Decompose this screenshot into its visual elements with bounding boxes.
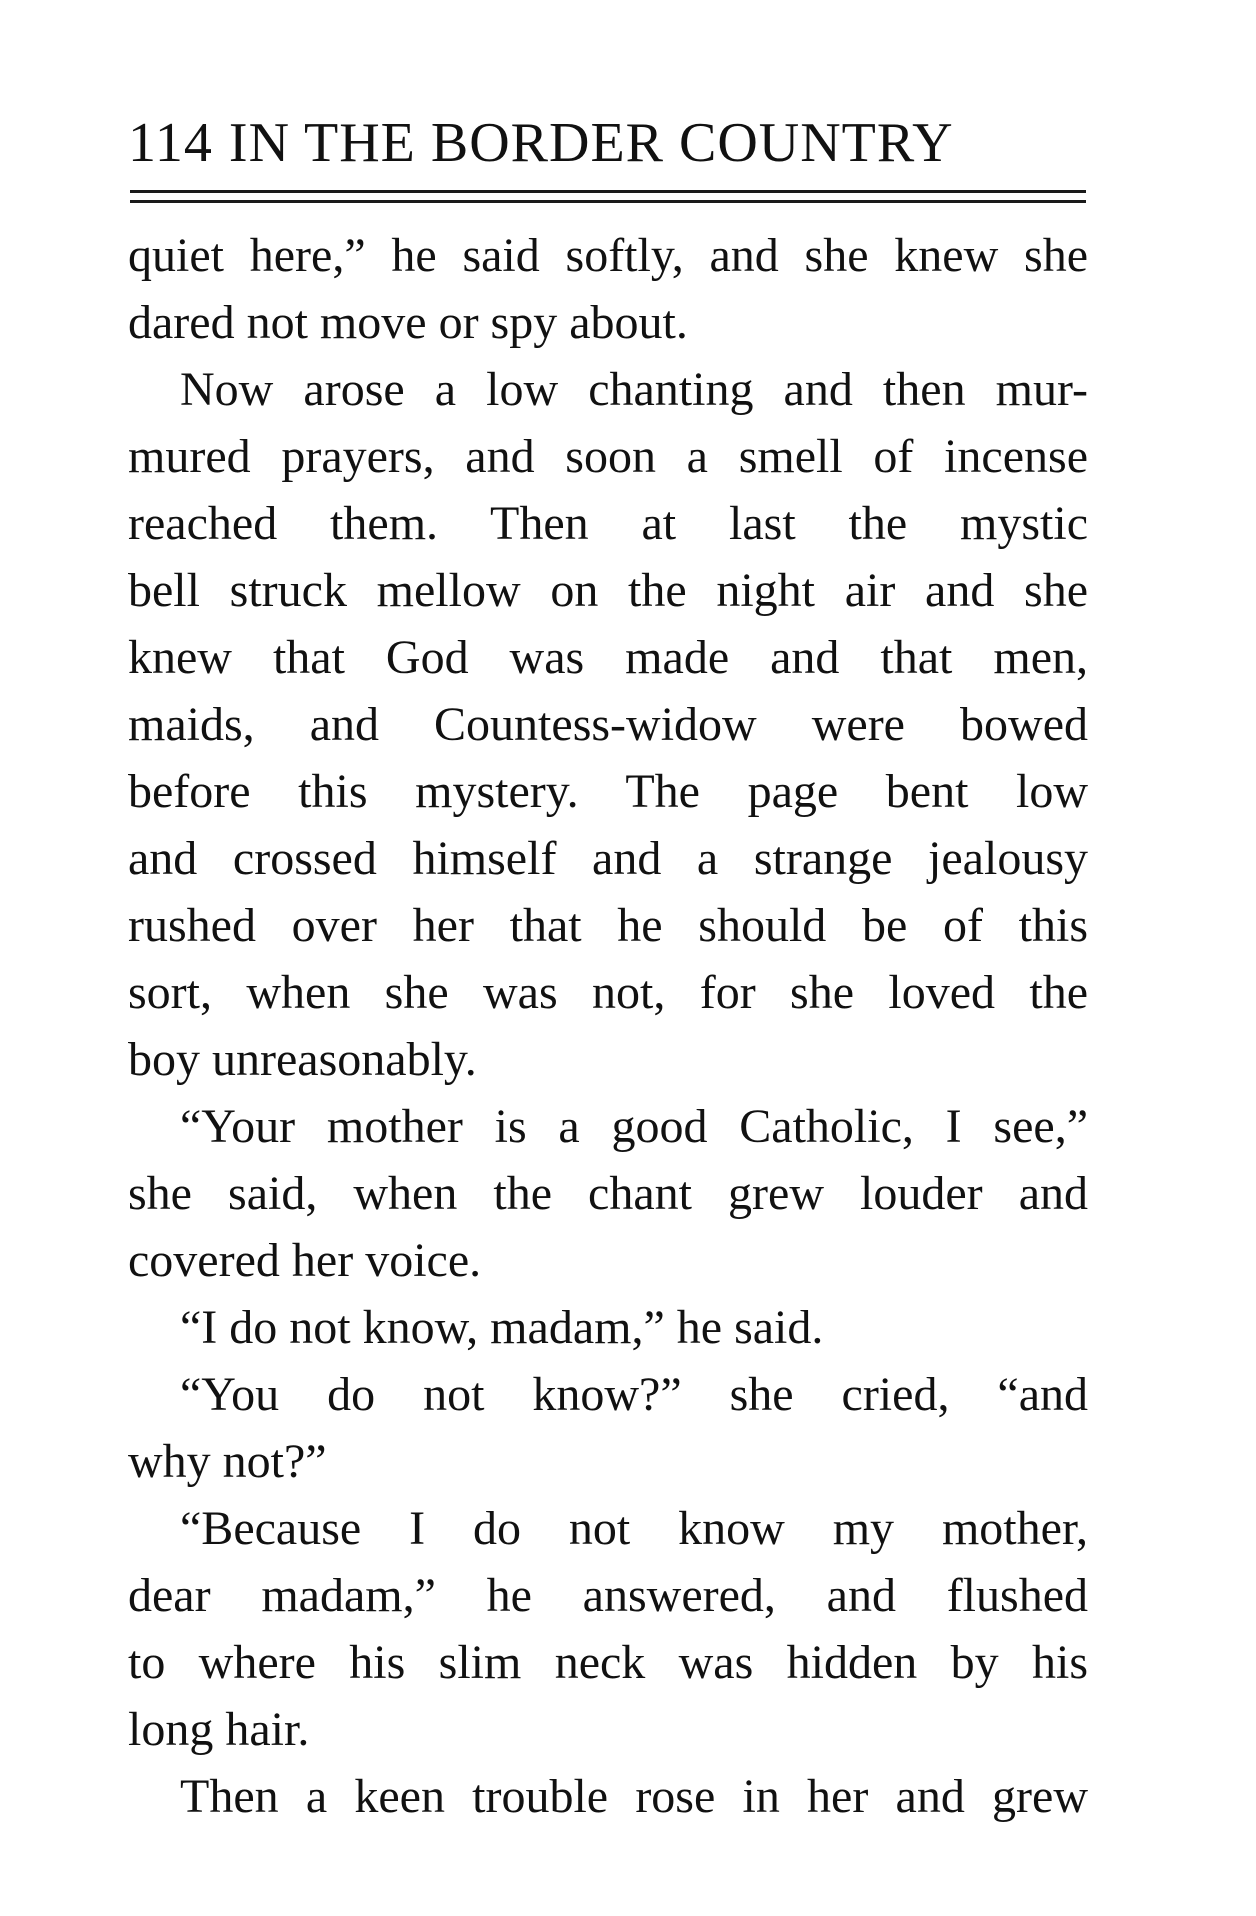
text-line: long hair.	[128, 1703, 310, 1756]
text-line: reached them. Then at last the mystic	[128, 497, 1088, 550]
text-line: to where his slim neck was hidden by his	[128, 1636, 1088, 1689]
text-line: Now arose a low chanting and then mur-	[180, 363, 1088, 416]
text-line: mured prayers, and soon a smell of incense	[128, 430, 1088, 483]
text-line: maids, and Countess-widow were bowed	[128, 698, 1088, 751]
running-head	[128, 108, 1088, 178]
text-line: boy unreasonably.	[128, 1033, 477, 1086]
text-line: sort, when she was not, for she loved the	[128, 966, 1088, 1019]
page-number: 114	[128, 112, 213, 174]
body-text	[128, 222, 1088, 1830]
header-rule-top	[130, 190, 1086, 193]
text-line: knew that God was made and that men,	[128, 631, 1088, 684]
text-line: “Your mother is a good Catholic, I see,”	[180, 1100, 1088, 1153]
text-line: “I do not know, madam,” he said.	[180, 1301, 824, 1354]
text-line: Then a keen trouble rose in her and grew	[180, 1770, 1088, 1823]
text-line: she said, when the chant grew louder and	[128, 1167, 1088, 1220]
running-title: IN THE BORDER COUNTRY	[228, 112, 954, 174]
text-line: covered her voice.	[128, 1234, 482, 1287]
text-line: before this mystery. The page bent low	[128, 765, 1088, 818]
text-line: rushed over her that he should be of this	[128, 899, 1088, 952]
text-line: why not?”	[128, 1435, 327, 1488]
text-line: dared not move or spy about.	[128, 296, 688, 349]
text-line: “You do not know?” she cried, “and	[180, 1368, 1088, 1421]
text-line: “Because I do not know my mother,	[180, 1502, 1088, 1555]
text-line: and crossed himself and a strange jealousy	[128, 832, 1088, 885]
text-line: bell struck mellow on the night air and she	[128, 564, 1088, 617]
header-rule-bottom	[130, 200, 1086, 203]
text-line: dear madam,” he answered, and flushed	[128, 1569, 1088, 1622]
text-line: quiet here,” he said softly, and she knew she	[128, 229, 1088, 282]
